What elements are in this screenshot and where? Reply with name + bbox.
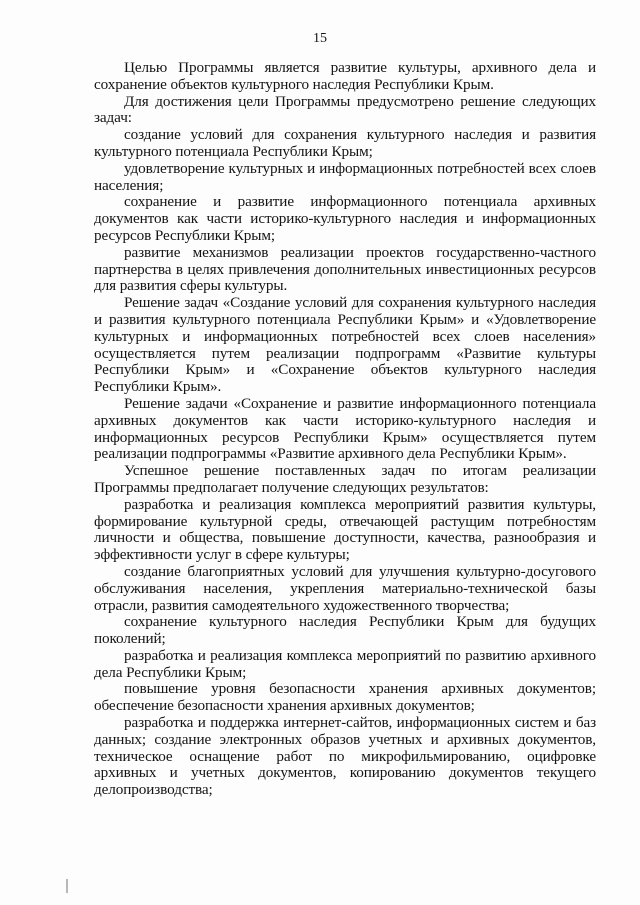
paragraph: Целью Программы является развитие культуры, архивного дела и сохранение объектов культурного наследия Республики Крым. bbox=[94, 59, 596, 93]
page-number: 15 bbox=[313, 31, 327, 46]
paragraph: сохранение и развитие информационного потенциала архивных документов как части историко-культурного наследия и информационных ресурсов Республики Крым; bbox=[94, 193, 596, 244]
paragraph: создание благоприятных условий для улучшения культурно-досугового обслуживания населения, укрепления материально-технической базы отрасли, развития самодеятельного художественного творчества; bbox=[94, 562, 596, 614]
paragraph: Для достижения цели Программы предусмотрено решение следующих задач: bbox=[94, 92, 596, 127]
body-text bbox=[94, 60, 596, 799]
paragraph: разработка и реализация комплекса мероприятий развития культуры, формирование культурной среды, отвечающей растущим потребностям личности и общества, повышение доступности, качества, разнообразия и эффективности услуг в сфере культуры; bbox=[94, 495, 596, 564]
paragraph: Успешное решение поставленных задач по итогам реализации Программы предполагает получение следующих результатов: bbox=[94, 462, 596, 496]
paragraph: Решение задач «Создание условий для сохранения культурного наследия и развития культурного потенциала Республики Крым» и «Удовлетворение культурных и информационных потребностей всех слоев населения» осуществляется путем реализации подпрограмм «Развитие культуры Республики Крым» и «Сохранение объектов культурного наследия Республики Крым». bbox=[94, 294, 596, 396]
paragraph: удовлетворение культурных и информационных потребностей всех слоев населения; bbox=[94, 159, 596, 194]
paragraph: Решение задачи «Сохранение и развитие информационного потенциала архивных документов как части историко-культурного наследия и информационных ресурсов Республики Крым» осуществляется путем реализации подпрограммы «Развитие архивного дела Республики Крым». bbox=[94, 394, 596, 463]
paragraph: повышение уровня безопасности хранения архивных документов; обеспечение безопасности хранения архивных документов; bbox=[94, 680, 596, 715]
paragraph: развитие механизмов реализации проектов государственно-частного партнерства в целях привлечения дополнительных инвестиционных ресурсов для развития сферы культуры. bbox=[94, 243, 596, 295]
paragraph: сохранение культурного наследия Республики Крым для будущих поколений; bbox=[94, 613, 596, 648]
paragraph: разработка и поддержка интернет-сайтов, информационных систем и баз данных; создание электронных образов учетных и архивных документов, техническое оснащение работ по микрофильмированию, оцифровке архивных и учетных документов, копированию документов текущего делопроизводства; bbox=[94, 714, 596, 799]
paragraph: создание условий для сохранения культурного наследия и развития культурного потенциала Республики Крым; bbox=[94, 126, 596, 160]
scan-edge-mark bbox=[66, 879, 68, 893]
paragraph: разработка и реализация комплекса мероприятий по развитию архивного дела Республики Крым; bbox=[94, 646, 596, 681]
